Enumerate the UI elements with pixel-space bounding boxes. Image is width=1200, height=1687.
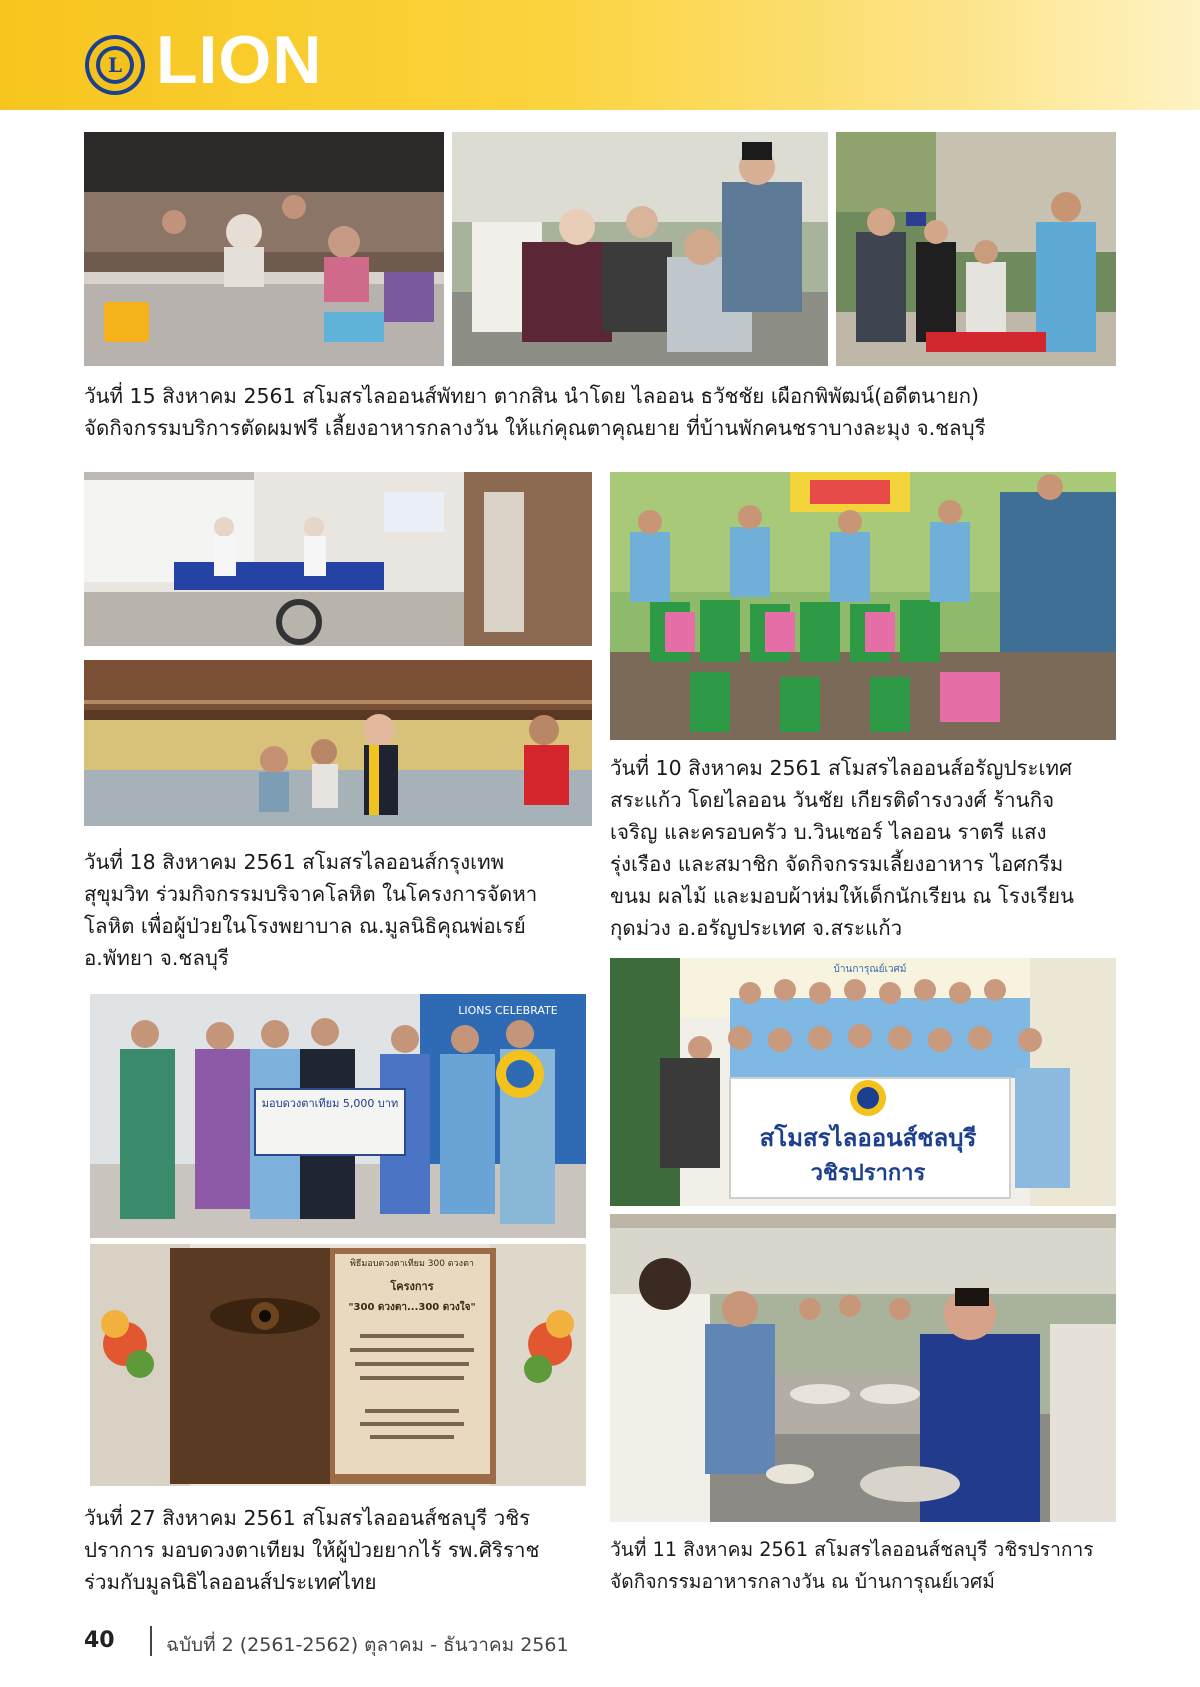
photo-school-drinks (836, 132, 1116, 366)
caption-line: เจริญ และครอบครัว บ.วินเซอร์ ไลออน ราตรี แสง (610, 820, 1047, 844)
caption-artificial-eyes (84, 1502, 592, 1598)
brand-title: LION (156, 22, 323, 98)
photo-free-haircut (452, 132, 828, 366)
caption-line: วันที่ 27 สิงหาคม 2561 สโมสรไลออนส์ชลบุรี วชิร (84, 1506, 531, 1530)
photo-eye-poster (90, 1244, 586, 1486)
banner-line1: สโมสรไลออนส์ชลบุรี (759, 1124, 977, 1152)
check-title: มอบดวงตาเทียม 5,000 บาท (261, 1097, 399, 1110)
caption-haircut-event (84, 380, 1116, 444)
caption-line: ปราการ มอบดวงตาเทียม ให้ผู้ป่วยยากไร้ รพ.ศิริราช (84, 1538, 540, 1562)
footer-divider (150, 1626, 152, 1656)
poster-slogan: "300 ดวงตา...300 ดวงใจ" (348, 1302, 476, 1313)
photo-donation-hall (84, 660, 592, 826)
caption-line: ร่วมกับมูลนิธิไลออนส์ประเทศไทย (84, 1570, 377, 1594)
photo-club-banner-group (610, 958, 1116, 1206)
poster-title: พิธีมอบดวงตาเทียม 300 ดวงตา (350, 1259, 474, 1269)
caption-line: อ.พัทยา จ.ชลบุรี (84, 946, 229, 970)
photo-students-blankets (610, 472, 1116, 740)
caption-line: สุขุมวิท ร่วมกิจกรรมบริจาคโลหิต ในโครงการจัดหา (84, 882, 538, 906)
lions-logo-icon (84, 34, 146, 96)
event-banner: LIONS CELEBRATE (458, 1004, 558, 1017)
photo-lunch-serving (610, 1214, 1116, 1522)
poster-project: โครงการ (390, 1280, 434, 1293)
caption-line: วันที่ 15 สิงหาคม 2561 สโมสรไลออนส์พัทยา ตากสิน นำโดย ไลออน ธวัชชัย เผือกพิพัฒน์(อดีตนายก) (84, 384, 980, 408)
caption-line: สระแก้ว โดยไลออน วันชัย เกียรติดำรงวงศ์ ร้านกิจ (610, 788, 1055, 812)
photo-elderly-dining-hall (84, 132, 444, 366)
svg-text:L: L (107, 53, 123, 77)
caption-line: วันที่ 18 สิงหาคม 2561 สโมสรไลออนส์กรุงเทพ (84, 850, 505, 874)
photo-blood-donation (84, 472, 592, 646)
caption-line: วันที่ 11 สิงหาคม 2561 สโมสรไลออนส์ชลบุรี วชิรปราการ (610, 1538, 1094, 1561)
photo-check-presentation (90, 994, 586, 1238)
caption-line: โลหิต เพื่อผู้ป่วยในโรงพยาบาล ณ.มูลนิธิคุณพ่อเรย์ (84, 914, 526, 938)
page-header (0, 0, 1200, 110)
home-sign: บ้านการุณย์เวศม์ (833, 964, 907, 975)
caption-line: รุ่งเรือง และสมาชิก จัดกิจกรรมเลี้ยงอาหาร ไอศกรีม (610, 852, 1064, 876)
caption-line: จัดกิจกรรมบริการตัดผมฟรี เลี้ยงอาหารกลางวัน ให้แก่คุณตาคุณยาย ที่บ้านพักคนชราบางละมุง จ.ชลบุรี (84, 416, 986, 440)
caption-line: จัดกิจกรรมอาหารกลางวัน ณ บ้านการุณย์เวศม์ (610, 1570, 995, 1593)
issue-info: ฉบับที่ 2 (2561-2562) ตุลาคม - ธันวาคม 2561 (166, 1634, 569, 1656)
banner-line2: วชิรปราการ (810, 1161, 926, 1186)
caption-line: วันที่ 10 สิงหาคม 2561 สโมสรไลออนส์อรัญประเทศ (610, 756, 1073, 780)
caption-lunch-event (610, 1534, 1116, 1598)
caption-line: กุดม่วง อ.อรัญประเทศ จ.สระแก้ว (610, 916, 903, 940)
caption-line: ขนม ผลไม้ และมอบผ้าห่มให้เด็กนักเรียน ณ โรงเรียน (610, 884, 1074, 908)
page-number: 40 (84, 1628, 115, 1653)
caption-blood-donation (84, 846, 592, 974)
caption-school-blankets (610, 752, 1116, 944)
